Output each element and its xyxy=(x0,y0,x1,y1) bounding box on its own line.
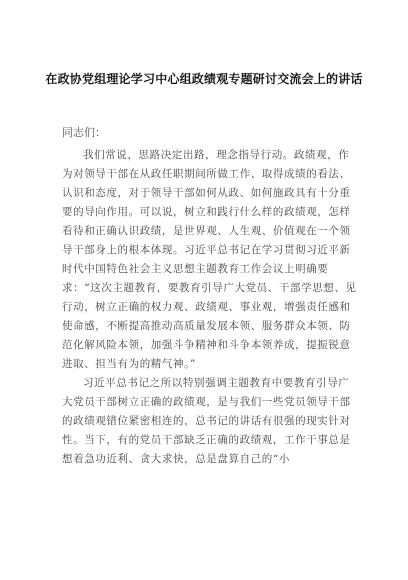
document-body xyxy=(62,146,358,469)
paragraph: 我们常说，思路决定出路，理念指导行动。政绩观，作为对领导干部在从政任职期间所做工作、取得成绩的看法、认识和态度，对于领导干部如何从政、如何施政具有十分重要的导向作用。可以说，树立和践行什么样的政绩观，怎样看待和正确认识政绩，是世界观、人生观、价值观在一个领导干部身上的根本体现。习近平总书记在学习贯彻习近平新时代中国特色社会主义思想主题教育工作会议上明确要求：“这次主题教育，要教育引导广大党员、干部学思想、见行动，树立正确的权力观、政绩观、事业观，增强责任感和使命感，不断提高推动高质量发展本领、服务群众本领、防范化解风险本领，加强斗争精神和斗争本领养成，提振锐意进取、担当有为的精气神。” xyxy=(62,149,357,370)
paragraph: 习近平总书记之所以特别强调主题教育中要教育引导广大党员干部树立正确的政绩观，是与我们一些党员领导干部的政绩观错位紧密相连的，总书记的讲话有很强的现实针对性。当下，有的党员干部缺乏正确的政绩观，工作干事总是想着急功近利、贪大求快，总是盘算自己的“小 xyxy=(62,377,351,465)
document-title: 在政协党组理论学习中心组政绩观专题研讨交流会上的讲话 xyxy=(45,72,363,86)
salutation: 同志们： xyxy=(62,126,106,139)
